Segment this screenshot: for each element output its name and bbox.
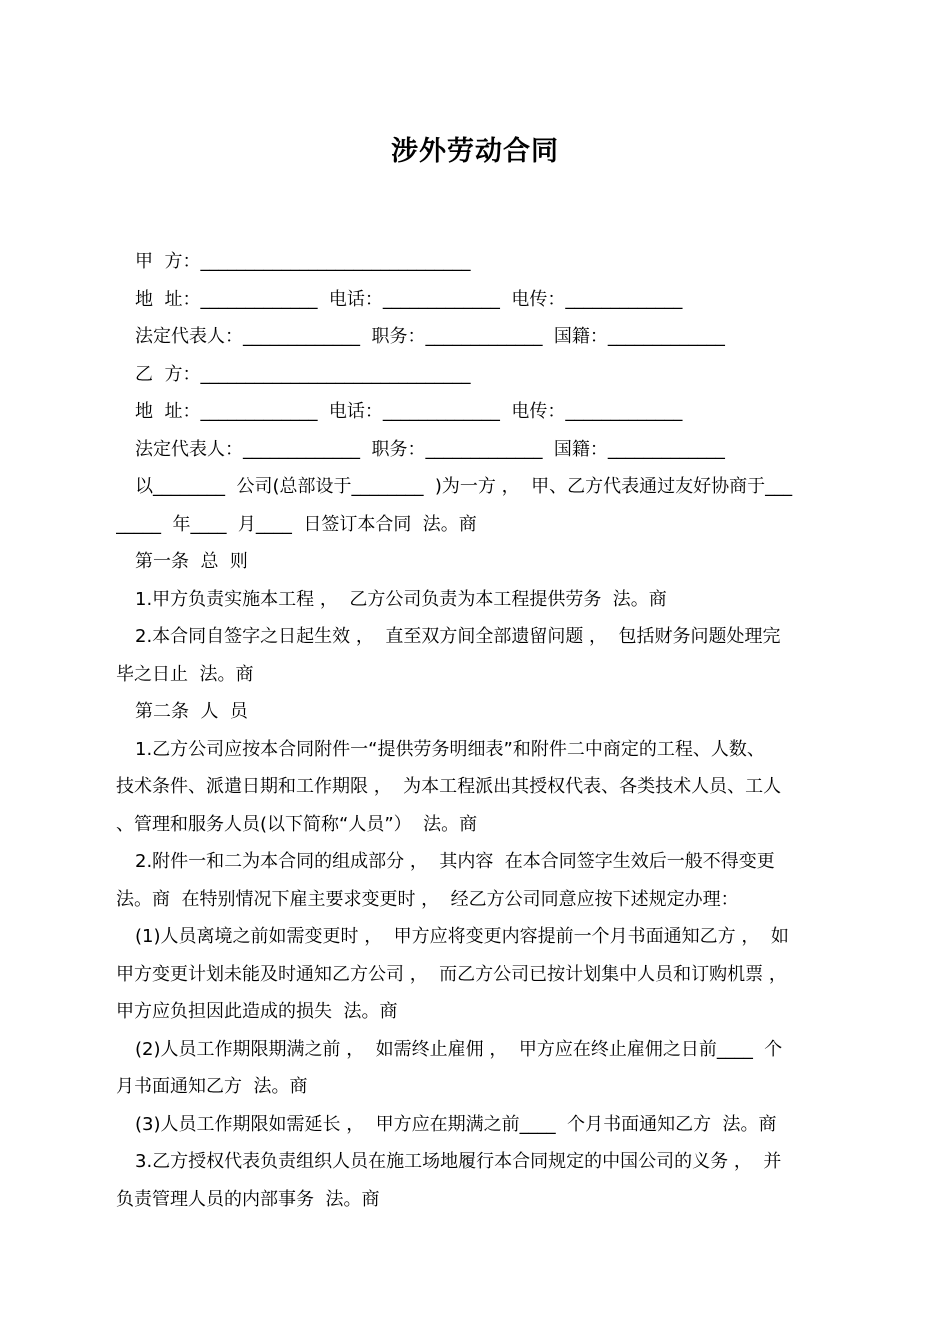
clause-line: 、管理和服务人员(以下简称“人员”） 法。商	[116, 814, 478, 835]
party-a-representative-line: 法定代表人：_____________ 职务：_____________ 国籍：_____________	[135, 326, 725, 347]
clause-line: 负责管理人员的内部事务 法。商	[116, 1189, 380, 1210]
preamble-line: _____ 年____ 月____ 日签订本合同 法。商	[116, 514, 477, 535]
clause-line: 2.附件一和二为本合同的组成部分 ， 其内容 在本合同签字生效后一般不得变更	[135, 851, 775, 872]
article-heading: 第二条 人 员	[135, 701, 248, 722]
clause-line: (2)人员工作期限期满之前 ， 如需终止雇佣 ， 甲方应在终止雇佣之日前____ 个	[135, 1039, 783, 1060]
clause-line: 甲方应负担因此造成的损失 法。商	[116, 1001, 398, 1022]
clause-line: 月书面通知乙方 法。商	[116, 1076, 308, 1097]
party-a-address-line: 地 址：_____________ 电话：_____________ 电传：_____________	[135, 289, 683, 310]
clause-line: 毕之日止 法。商	[116, 664, 254, 685]
clause-line: 甲方变更计划未能及时通知乙方公司 ， 而乙方公司已按计划集中人员和订购机票 ，	[116, 964, 787, 985]
article-heading: 第一条 总 则	[135, 551, 248, 572]
clause-line: 1.乙方公司应按本合同附件一“提供劳务明细表”和附件二中商定的工程、人数、	[135, 739, 765, 760]
clause-line: 1.甲方负责实施本工程 ， 乙方公司负责为本工程提供劳务 法。商	[135, 589, 667, 610]
party-b-line: 乙 方：______________________________	[135, 364, 471, 385]
clause-line: (3)人员工作期限如需延长 ， 甲方应在期满之前____ 个月书面通知乙方 法。商	[135, 1114, 777, 1135]
clause-line: 3.乙方授权代表负责组织人员在施工场地履行本合同规定的中国公司的义务 ， 并	[135, 1151, 782, 1172]
party-b-address-line: 地 址：_____________ 电话：_____________ 电传：_____________	[135, 401, 683, 422]
clause-line: (1)人员离境之前如需变更时 ， 甲方应将变更内容提前一个月书面通知乙方 ， 如	[135, 926, 789, 947]
clause-line: 2.本合同自签字之日起生效 ， 直至双方间全部遗留问题 ， 包括财务问题处理完	[135, 626, 781, 647]
clause-line: 技术条件、派遣日期和工作期限 ， 为本工程派出其授权代表、各类技术人员、工人	[116, 776, 782, 797]
party-a-line: 甲 方：______________________________	[135, 251, 471, 272]
clause-line: 法。商 在特别情况下雇主要求变更时 ， 经乙方公司同意应按下述规定办理：	[116, 889, 739, 910]
preamble-line: 以________ 公司(总部设于________ )为一方 ， 甲、乙方代表通过友好协商于___	[135, 476, 793, 497]
document-title: 涉外劳动合同	[391, 136, 559, 167]
party-b-representative-line: 法定代表人：_____________ 职务：_____________ 国籍：_____________	[135, 439, 725, 460]
